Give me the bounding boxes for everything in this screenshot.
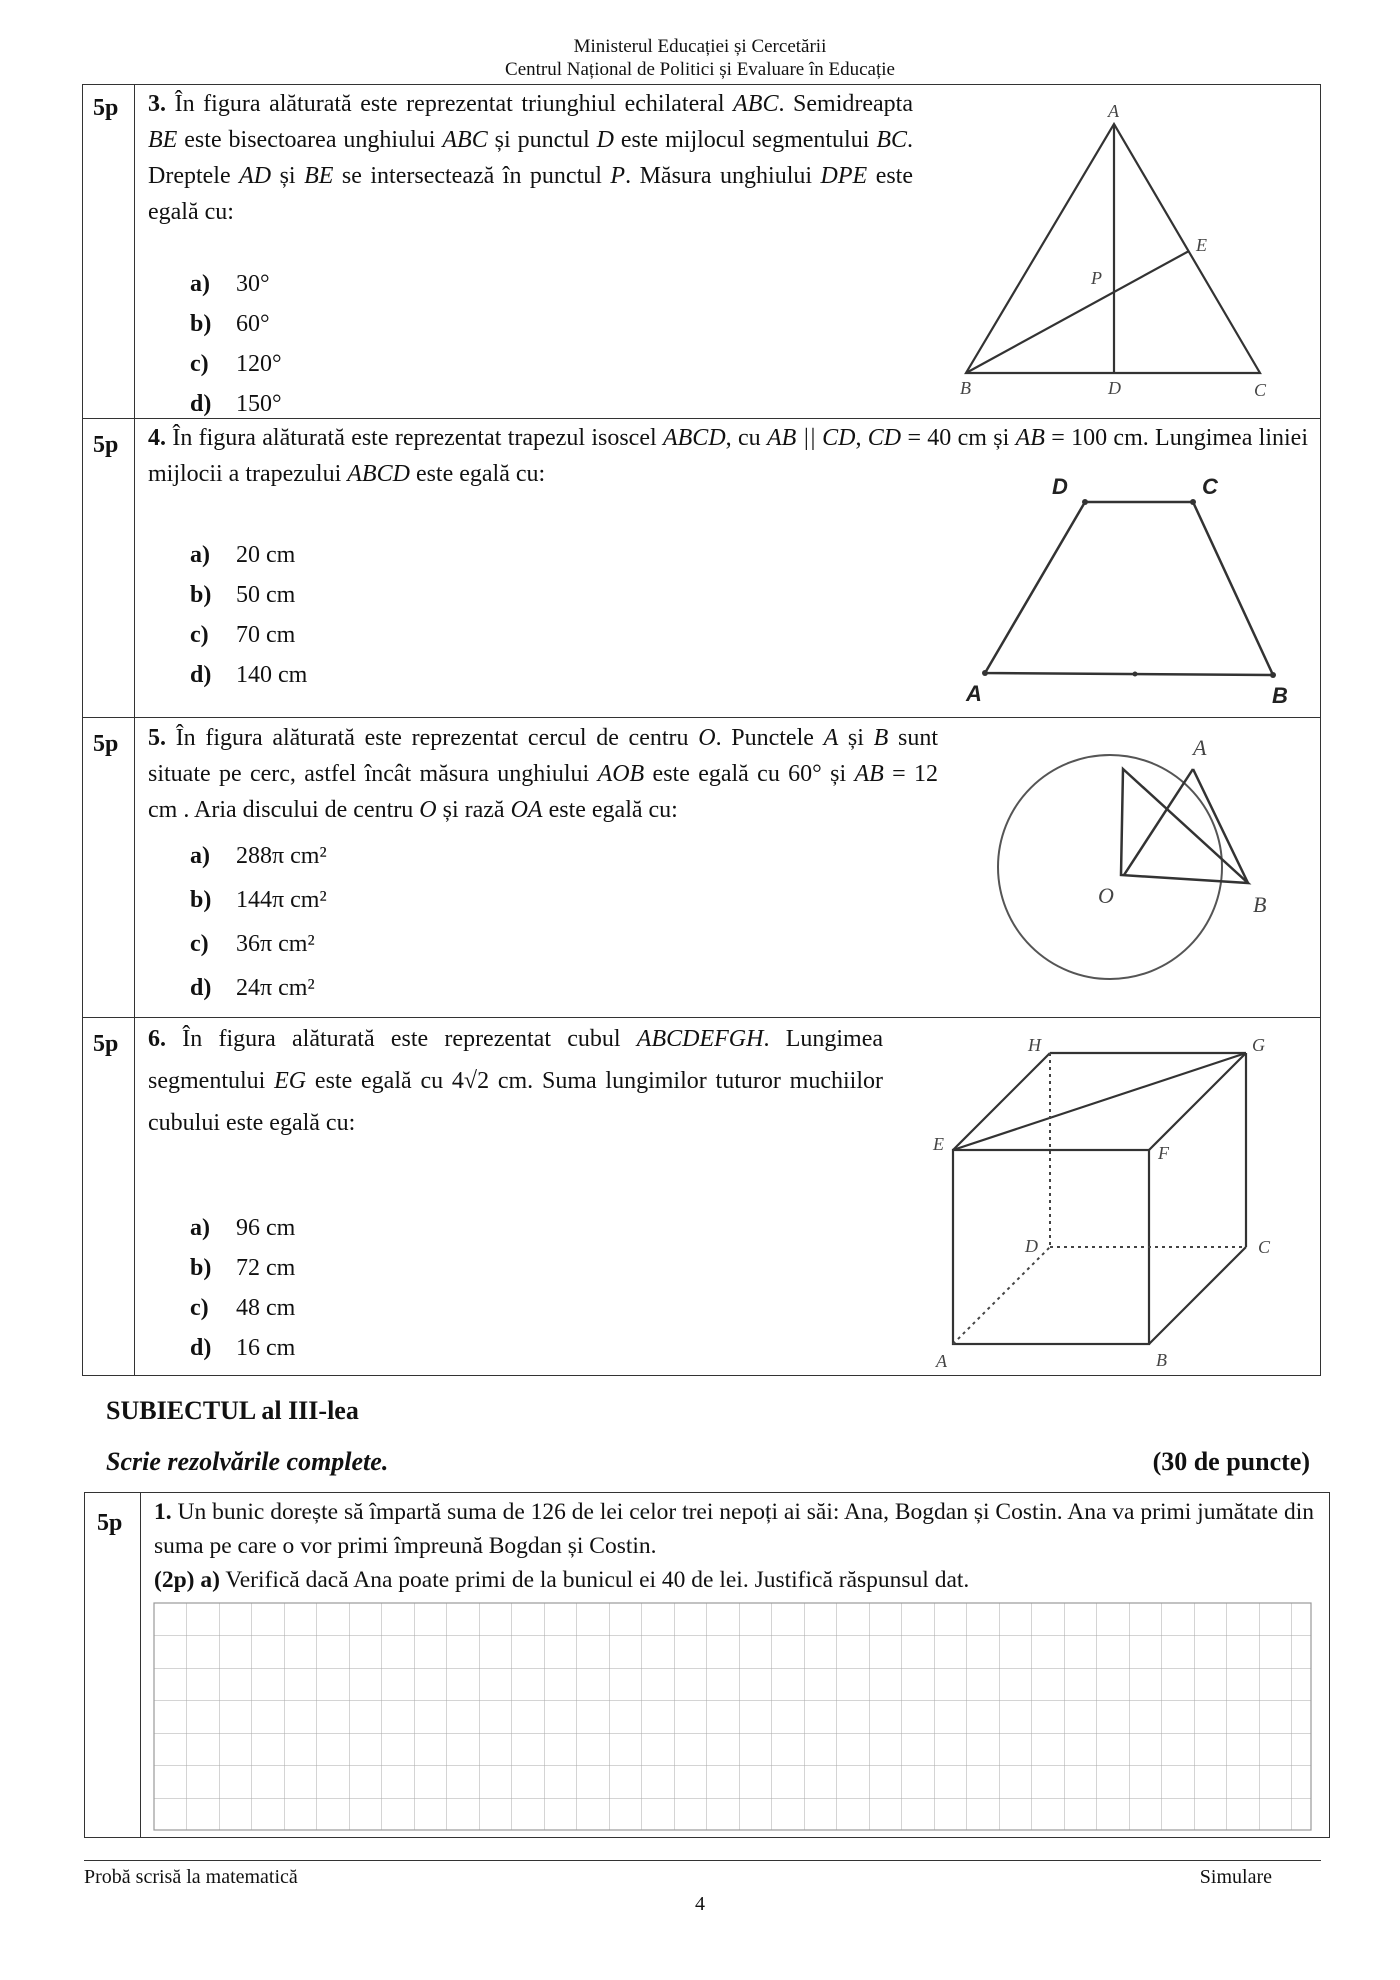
option-a[interactable]: a) 30° (190, 271, 270, 297)
label-A: A (966, 681, 982, 706)
question-number: 3. (148, 91, 166, 117)
label-D: D (1025, 1236, 1038, 1256)
option-d[interactable]: d) 24π cm² (190, 975, 315, 1001)
header-center: Centrul Național de Politici și Evaluare în Educație (505, 59, 895, 80)
section-title: SUBIECTUL al III-lea (106, 1396, 359, 1425)
option-d[interactable]: d) 16 cm (190, 1335, 296, 1361)
label-G: G (1252, 1035, 1265, 1055)
section-points: (30 de puncte) (1152, 1447, 1310, 1476)
label-O: O (1098, 883, 1114, 908)
label-D: D (1052, 474, 1068, 499)
question-points: 5p (93, 432, 119, 458)
label-F: F (1158, 1143, 1169, 1163)
label-C: C (1202, 474, 1218, 499)
option-b[interactable]: b) 50 cm (190, 582, 296, 608)
page-number: 4 (695, 1893, 705, 1915)
label-C: C (1258, 1237, 1271, 1257)
problem-1-text: 1. Un bunic dorește să împartă suma de 126 de lei celor trei nepoți ai săi: Ana, Bogdan și Costin. Ana va primi jumătate din suma pe care o vor primi împreună Bogdan și Costin. (154, 1499, 1314, 1559)
question-4-text: 4. În figura alăturată este reprezentat trapezul isoscel ABCD, cu AB || CD, CD = 40 cm și AB = 100 cm. Lungimea liniei mijlocii a trapezului ABCD este egală cu: (148, 425, 1309, 487)
label-D: D (1108, 378, 1121, 398)
subpoint-label: (2p) a) (154, 1567, 220, 1593)
label-A: A (936, 1351, 947, 1371)
question-points: 5p (93, 731, 119, 757)
label-B: B (1156, 1350, 1167, 1370)
option-c[interactable]: c) 70 cm (190, 622, 296, 648)
problem-points: 5p (97, 1510, 123, 1536)
label-B: B (1272, 683, 1288, 708)
question-5-text: 5. În figura alăturată este reprezentat cercul de centru O. Punctele A și B sunt situate pe cerc, astfel încât măsura unghiului AOB este egală cu 60° și AB = 12 cm . Aria discului de centru O și rază OA este egală cu: (148, 725, 939, 823)
option-a[interactable]: a) 288π cm² (190, 843, 327, 869)
label-B: B (960, 378, 971, 398)
question-points: 5p (93, 95, 119, 121)
label-A: A (1193, 735, 1207, 760)
section-instruction: Scrie rezolvările complete. (106, 1447, 389, 1476)
option-c[interactable]: c) 36π cm² (190, 931, 315, 957)
label-H: H (1028, 1035, 1041, 1055)
label-P: P (1091, 268, 1102, 288)
question-3-text: 3. În figura alăturată este reprezentat triunghiul echilateral ABC. Semidreapta BE este bisectoarea unghiului ABC și punctul D este mijlocul segmentului BC. Dreptele AD și BE se intersectează în punctul P. Măsura unghiului DPE este egală cu: (148, 91, 914, 225)
option-b[interactable]: b) 144π cm² (190, 887, 327, 913)
option-b[interactable]: b) 72 cm (190, 1255, 296, 1281)
option-a[interactable]: a) 96 cm (190, 1215, 296, 1241)
label-E: E (1196, 235, 1207, 255)
header-ministry: Ministerul Educației și Cercetării (573, 36, 827, 57)
footer-rule (84, 1860, 1321, 1861)
footer-left: Probă scrisă la matematică (84, 1866, 298, 1888)
footer-right: Simulare (1199, 1866, 1272, 1888)
problem-1a-text: (2p) a) Verifică dacă Ana poate primi de la bunicul ei 40 de lei. Justifică răspunsul dat. (154, 1567, 970, 1593)
option-d[interactable]: d) 140 cm (190, 662, 308, 688)
option-c[interactable]: c) 48 cm (190, 1295, 296, 1321)
question-points: 5p (93, 1031, 119, 1057)
label-C: C (1254, 380, 1267, 400)
option-b[interactable]: b) 60° (190, 311, 270, 337)
option-c[interactable]: c) 120° (190, 351, 282, 377)
label-B: B (1253, 892, 1267, 917)
question-6-text: 6. În figura alăturată este reprezentat cubul ABCDEFGH. Lungimea segmentului EG este egală cu 4√2 cm. Suma lungimilor tuturor muchiilor cubului este egală cu: (148, 1026, 883, 1136)
option-d[interactable]: d) 150° (190, 391, 282, 417)
label-E: E (933, 1134, 944, 1154)
option-a[interactable]: a) 20 cm (190, 542, 296, 568)
label-A: A (1108, 101, 1119, 121)
